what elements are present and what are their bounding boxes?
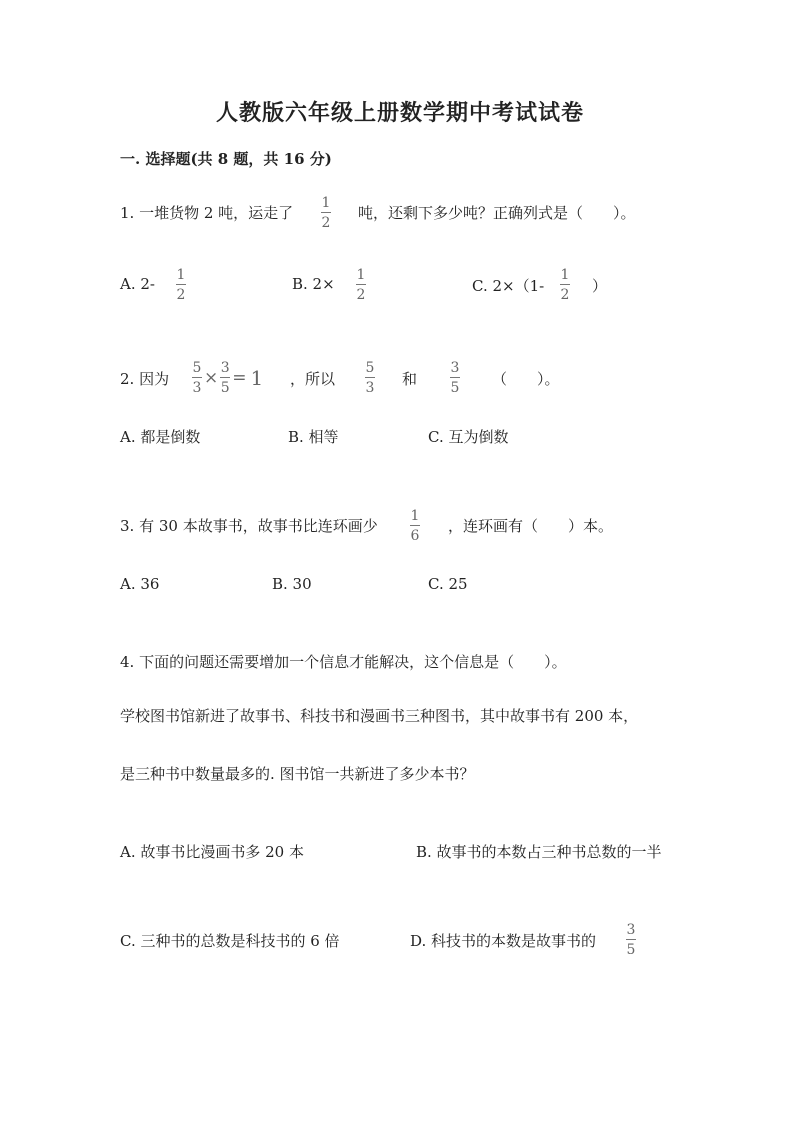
q1-option-b-den: 2 <box>356 287 366 303</box>
q1-option-b-prefix: B. 2× <box>292 275 335 293</box>
q1-stem-a: 1. 一堆货物 2 吨，运走了 <box>120 204 294 222</box>
q2-eq-frac-1 <box>192 361 202 395</box>
q2-fraction-a-num: 5 <box>365 360 375 376</box>
q3-fraction <box>410 509 420 543</box>
q1-option-c-fraction <box>560 268 570 302</box>
page-title: 人教版六年级上册数学期中考试试卷 <box>215 100 584 126</box>
q2-fraction-a-den: 3 <box>365 380 375 396</box>
q4-context-line-2: 是三种书中数量最多的. 图书馆一共新进了多少本书？ <box>120 765 475 783</box>
q2-equation <box>192 361 263 395</box>
q4-option-a: A. 故事书比漫画书多 20 本 <box>120 843 304 861</box>
q1-option-b-num: 1 <box>356 267 366 283</box>
q3-stem-a: 3. 有 30 本故事书，故事书比连环画少 <box>120 517 378 535</box>
q2-and: 和 <box>402 370 418 388</box>
q2-stem-c: （ ）。 <box>492 370 560 388</box>
q4-option-c: C. 三种书的总数是科技书的 6 倍 <box>120 932 340 950</box>
q4-option-d-fraction <box>626 923 636 957</box>
q2-option-c: C. 互为倒数 <box>428 428 509 446</box>
q1-option-c-den: 2 <box>560 287 570 303</box>
q2-fraction-b-num: 3 <box>450 360 460 376</box>
q1-option-a-prefix: A. 2- <box>120 275 155 293</box>
q2-eq-rhs: 1 <box>250 366 264 390</box>
q3-option-c: C. 25 <box>428 575 468 593</box>
times-sign: × <box>204 368 219 388</box>
q3-stem-b: ，连环画有（ ）本。 <box>448 517 614 535</box>
q2-eq-n2: 3 <box>220 360 230 376</box>
q1-fraction-num: 1 <box>321 195 331 211</box>
q4-option-b: B. 故事书的本数占三种书总数的一半 <box>416 843 662 861</box>
q4-option-d: D. 科技书的本数是故事书的 <box>410 932 597 950</box>
q2-stem-b: ，所以 <box>290 370 336 388</box>
q2-fraction-b-den: 5 <box>450 380 460 396</box>
q3-fraction-num: 1 <box>410 508 420 524</box>
q3-option-b: B. 30 <box>272 575 312 593</box>
q1-option-a-num: 1 <box>176 267 186 283</box>
q1-option-a-den: 2 <box>176 287 186 303</box>
q1-option-c-suffix: ） <box>592 277 608 295</box>
q1-option-a-fraction <box>176 268 186 302</box>
q3-option-a: A. 36 <box>120 575 160 593</box>
q2-eq-d2: 5 <box>220 380 230 396</box>
q2-option-a: A. 都是倒数 <box>120 428 201 446</box>
q1-fraction <box>321 196 331 230</box>
section-heading: 一. 选择题(共 8 题，共 16 分) <box>120 150 332 168</box>
q4-option-d-den: 5 <box>626 942 636 958</box>
q2-fraction-a <box>365 361 375 395</box>
q1-option-c-prefix: C. 2×（1- <box>472 277 545 295</box>
q4-stem: 4. 下面的问题还需要增加一个信息才能解决，这个信息是（ ）。 <box>120 653 567 671</box>
q4-option-d-num: 3 <box>626 922 636 938</box>
q2-fraction-b <box>450 361 460 395</box>
q4-context-line-1: 学校图书馆新进了故事书、科技书和漫画书三种图书，其中故事书有 200 本， <box>120 707 639 725</box>
q2-stem-a: 2. 因为 <box>120 370 170 388</box>
q1-option-c-num: 1 <box>560 267 570 283</box>
q1-stem-b: 吨，还剩下多少吨？正确列式是（ ）。 <box>358 204 636 222</box>
q2-eq-frac-2 <box>220 361 230 395</box>
q2-eq-n1: 5 <box>192 360 202 376</box>
q2-eq-d1: 3 <box>192 380 202 396</box>
q2-option-b: B. 相等 <box>288 428 339 446</box>
q1-fraction-den: 2 <box>321 215 331 231</box>
q3-fraction-den: 6 <box>410 528 420 544</box>
q1-option-b-fraction <box>356 268 366 302</box>
equals-sign: = <box>232 368 247 388</box>
